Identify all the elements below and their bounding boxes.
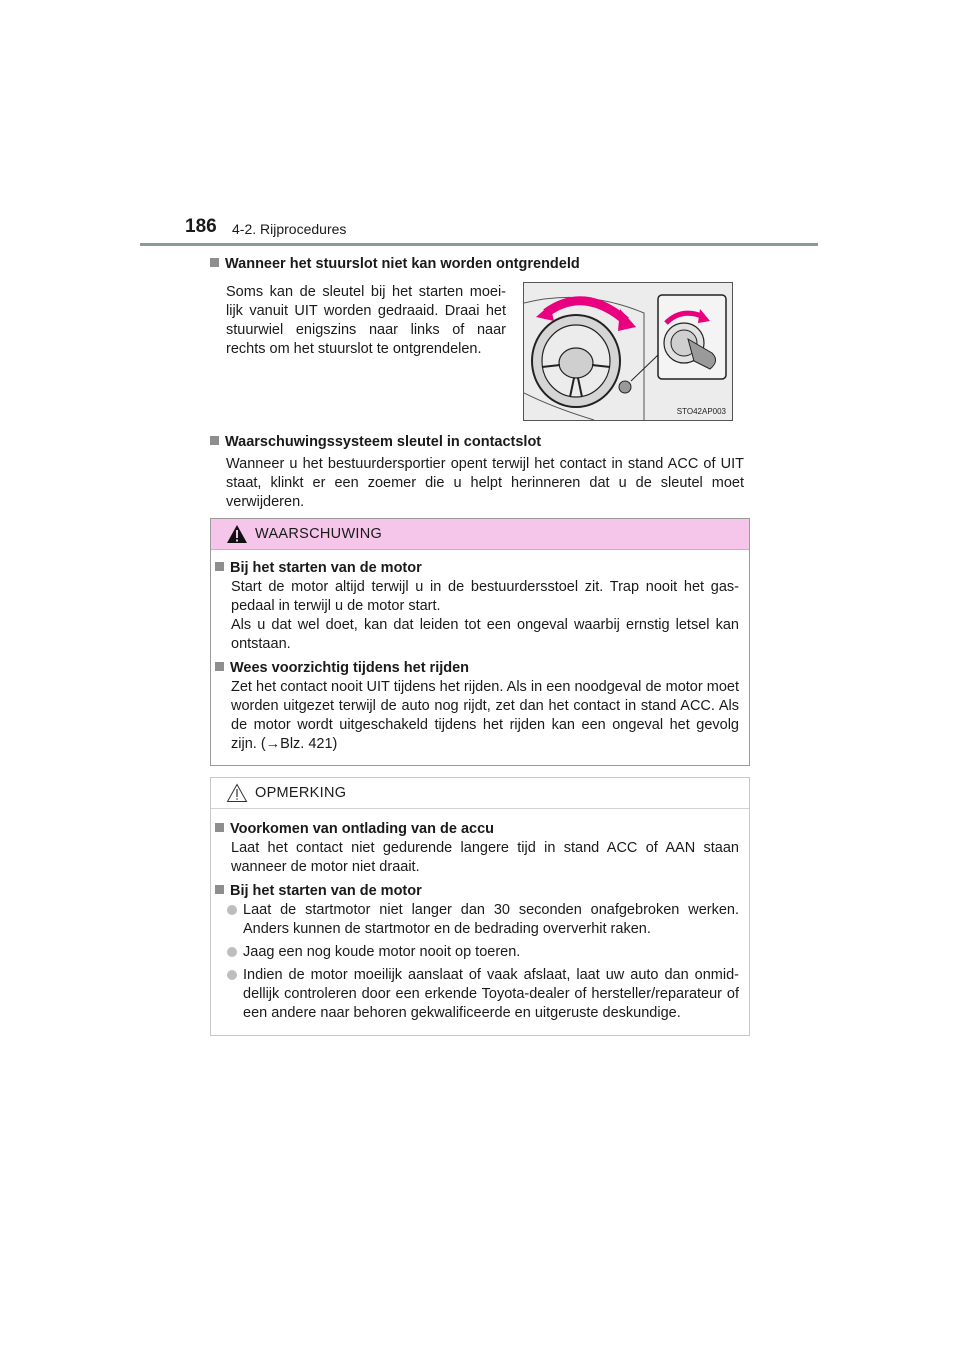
warning-title: WAARSCHUWING xyxy=(255,526,383,542)
section-label: 4-2. Rijprocedures xyxy=(232,221,347,237)
warning-item-heading: Wees voorzichtig tijdens het rijden xyxy=(215,660,739,676)
notice-item-text: Laat het contact niet gedurende langere tijd in stand ACC of AAN staan wanneer de motor niet draait. xyxy=(231,840,739,875)
key-reminder-text: Wanneer u het bestuurdersportier opent terwijl het contact in stand ACC of UIT staat, klinkt er een zoemer die u helpt herinneren dat u de sleutel moet verwijderen. xyxy=(226,456,744,510)
warning-item-heading: Bij het starten van de motor xyxy=(215,560,739,576)
section-heading-key-reminder: Waarschuwingssysteem sleutel in contactslot xyxy=(210,434,541,450)
notice-body xyxy=(211,809,749,1023)
page-number: 186 xyxy=(185,216,217,237)
square-bullet-icon xyxy=(215,562,224,571)
warning-box xyxy=(210,518,750,766)
square-bullet-icon xyxy=(210,258,219,267)
notice-bullet: Indien de motor moeilijk aanslaat of vaak afslaat, laat uw auto dan onmid- dellijk controleren door een erkende Toyota-dealer of hersteller/reparateur of een andere naar behoren gekwalificeerde en uitgeruste deskundige. xyxy=(227,966,739,1023)
square-bullet-icon xyxy=(215,662,224,671)
warning-triangle-icon xyxy=(226,524,248,544)
square-bullet-icon xyxy=(215,823,224,832)
section-heading-steering-lock: Wanneer het stuurslot niet kan worden ontgrendeld xyxy=(210,256,580,272)
square-bullet-icon xyxy=(215,885,224,894)
notice-header xyxy=(211,778,749,809)
notice-title: OPMERKING xyxy=(255,785,347,801)
warning-item-text: Als u dat wel doet, kan dat leiden tot een ongeval waarbij ernstig letsel kan ontstaan. xyxy=(231,617,739,652)
notice-item-heading: Voorkomen van ontlading van de accu xyxy=(215,821,739,837)
notice-bullet: Laat de startmotor niet langer dan 30 seconden onafgebroken werken. Anders kunnen de startmotor en de bedrading oververhit raken. xyxy=(227,901,739,939)
caution-triangle-icon xyxy=(226,783,248,803)
steering-wheel-drawing xyxy=(524,283,732,420)
warning-item-text: Start de motor altijd terwijl u in de bestuurdersstoel zit. Trap nooit het gas- pedaal in terwijl u de motor start. xyxy=(231,579,739,614)
notice-item-heading: Bij het starten van de motor xyxy=(215,883,739,899)
bullet-dot-icon xyxy=(227,970,237,980)
bullet-dot-icon xyxy=(227,947,237,957)
figure-code: STO42AP003 xyxy=(676,407,726,416)
warning-header xyxy=(211,519,749,550)
notice-bullet: Jaag een nog koude motor nooit op toeren. xyxy=(227,943,739,962)
steering-wheel-illustration xyxy=(523,282,733,421)
warning-body xyxy=(211,550,749,754)
square-bullet-icon xyxy=(210,436,219,445)
warning-item-text: Zet het contact nooit UIT tijdens het rijden. Als in een noodgeval de motor moet worden uitgezet terwijl de auto nog rijdt, zet dan het contact in stand ACC. Als de motor wordt uitgeschakeld tijdens het rijden kan een ongeval het gevolg zijn. (→Blz. 421) xyxy=(231,679,739,752)
notice-box xyxy=(210,777,750,1036)
steering-lock-text: Soms kan de sleutel bij het starten moei- lijk vanuit UIT worden gedraaid. Draai het stuurwiel enigszins naar links of naar rechts om het stuurslot te ontgrendelen. xyxy=(226,284,506,357)
bullet-dot-icon xyxy=(227,905,237,915)
header-rule xyxy=(140,243,818,246)
